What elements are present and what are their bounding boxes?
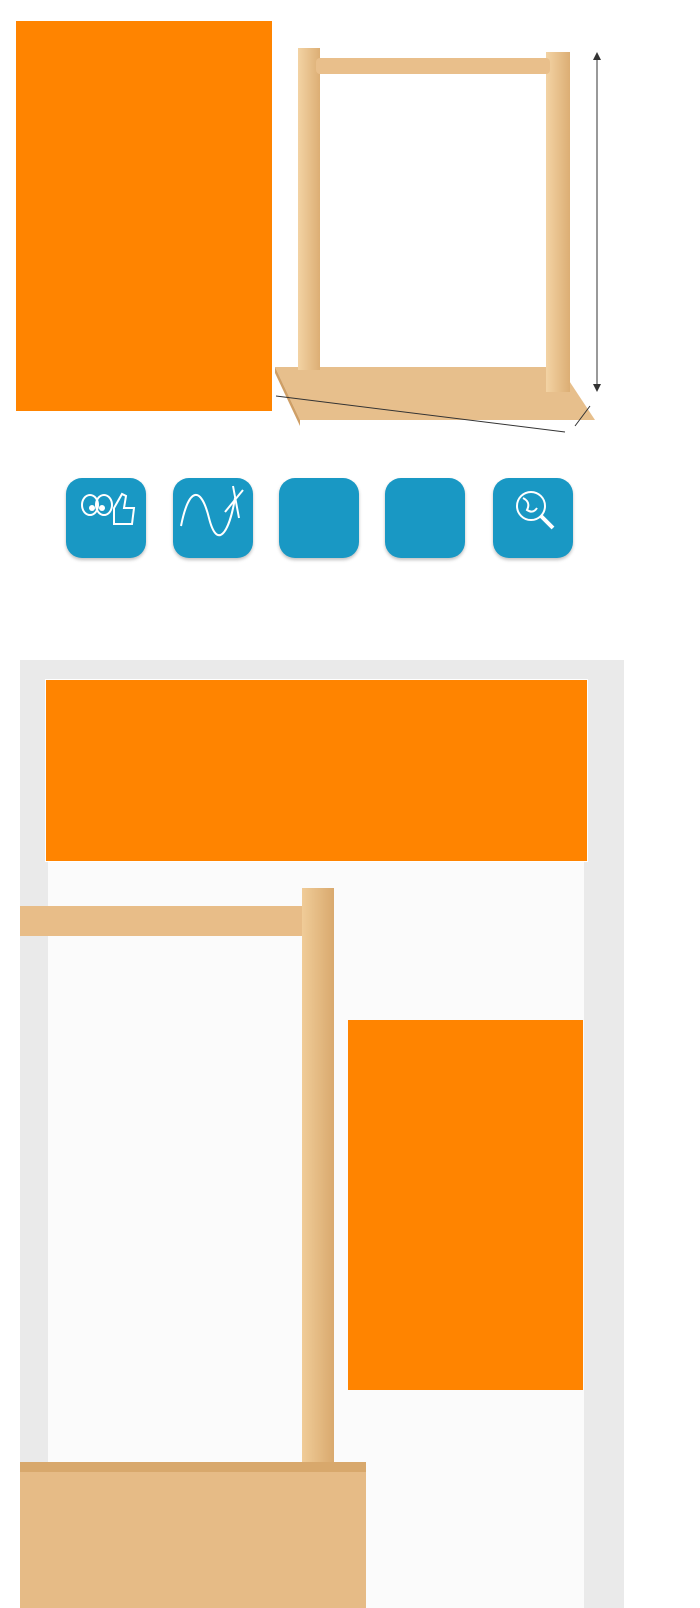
abacus-left-post xyxy=(298,48,320,370)
abacus-right-post xyxy=(546,52,570,392)
abacus-top-bar xyxy=(316,58,550,74)
closeup-right-post xyxy=(302,888,334,1488)
badge-colour xyxy=(279,478,359,558)
badge-discover-the-world xyxy=(493,478,573,558)
badge-mathematics-logic xyxy=(385,478,465,558)
badge-fine-motor-skills xyxy=(173,478,253,558)
closeup-top-bar xyxy=(20,906,310,936)
features-list xyxy=(358,1026,574,1034)
globe-magnifier-icon xyxy=(493,478,573,558)
abacus-product-image xyxy=(270,40,630,440)
badge-improves-coordination xyxy=(66,478,146,558)
wave-pencil-icon xyxy=(173,478,253,558)
spec-panel xyxy=(16,21,272,411)
intro-panel xyxy=(45,679,588,862)
abacus-closeup-image xyxy=(20,880,380,1608)
features-panel xyxy=(348,1020,583,1390)
spec-list xyxy=(27,85,267,93)
closeup-base xyxy=(20,1462,366,1608)
eyes-thumbs-up-icon xyxy=(66,478,146,558)
